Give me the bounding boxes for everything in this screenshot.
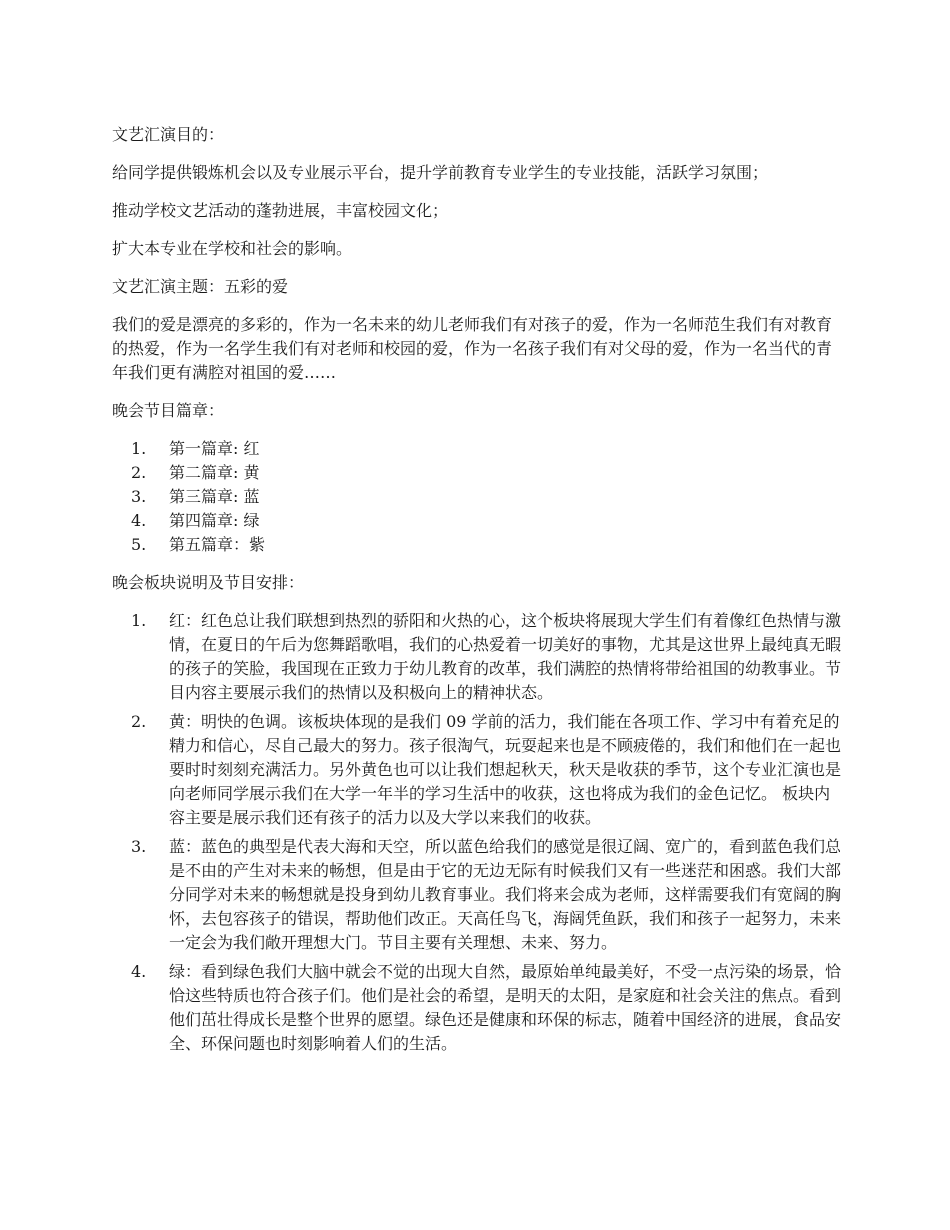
chapters-list (112, 437, 842, 557)
sections-heading: 晚会板块说明及节目安排： (112, 573, 305, 592)
chapter-text: 第四篇章: 绿 (169, 511, 260, 530)
chapter-text: 第二篇章: 黄 (169, 463, 260, 482)
section-text: 绿：看到绿色我们大脑中就会不觉的出现大自然，最原始单纯最美好，不受一点污染的场景，恰恰这些特质也符合孩子们。他们是社会的希望，是明天的太阳，是家庭和社会关注的焦点。看到他们茁壮得成长是整个世界的愿望。绿色还是健康和环保的标志，随着中国经济的进展，食品安全、环保问题也时刻影响着人们的生活。 (169, 962, 842, 1053)
theme-description: 我们的爱是漂亮的多彩的，作为一名未来的幼儿老师我们有对孩子的爱，作为一名师范生我们有对教育的热爱，作为一名学生我们有对老师和校园的爱，作为一名孩子我们有对父母的爱，作为一名当代的青年我们更有满腔对祖国的爱…… (112, 315, 833, 382)
chapter-item (112, 461, 842, 485)
chapter-text: 第五篇章：紫 (169, 535, 266, 554)
purpose-item: 给同学提供锻炼机会以及专业展示平台，提升学前教育专业学生的专业技能，活跃学习氛围； (112, 163, 769, 182)
chapter-item (112, 437, 842, 461)
list-number: 3. (131, 487, 147, 506)
document-page (112, 123, 842, 1070)
chapter-item (112, 533, 842, 557)
section-item (112, 710, 842, 830)
list-number: 3. (131, 837, 147, 856)
list-number: 4. (131, 962, 147, 981)
list-number: 2. (131, 712, 147, 731)
chapters-heading: 晚会节目篇章： (112, 401, 225, 420)
list-number: 4. (131, 511, 147, 530)
list-number: 5. (131, 535, 147, 554)
purpose-item: 扩大本专业在学校和社会的影响。 (112, 239, 353, 258)
list-number: 1. (131, 439, 147, 458)
chapter-item (112, 509, 842, 533)
chapter-text: 第三篇章: 蓝 (169, 487, 260, 506)
section-item (112, 835, 842, 955)
list-number: 2. (131, 463, 147, 482)
section-text: 红：红色总让我们联想到热烈的骄阳和火热的心，这个板块将展现大学生们有着像红色热情与激情，在夏日的午后为您舞蹈歌唱，我们的心热爱着一切美好的事物，尤其是这世界上最纯真无暇的孩子的笑脸，我国现在正致力于幼儿教育的改革，我们满腔的热情将带给祖国的幼教事业。节目内容主要展示我们的热情以及积极向上的精神状态。 (169, 611, 842, 702)
section-item (112, 960, 842, 1056)
section-item (112, 609, 842, 705)
theme-line: 文艺汇演主题：五彩的爱 (112, 277, 289, 296)
list-number: 1. (131, 611, 147, 630)
section-text: 蓝：蓝色的典型是代表大海和天空，所以蓝色给我们的感觉是很辽阔、宽广的，看到蓝色我们总是不由的产生对未来的畅想，但是由于它的无边无际有时候我们又有一些迷茫和困惑。我们大部分同学对未来的畅想就是投身到幼儿教育事业。我们将来会成为老师，这样需要我们有宽阔的胸怀，去包容孩子的错误，帮助他们改正。天高任鸟飞，海阔凭鱼跃，我们和孩子一起努力，未来一定会为我们敞开理想大门。节目主要有关理想、未来、努力。 (169, 837, 842, 952)
purpose-heading: 文艺汇演目的： (112, 125, 225, 144)
purpose-item: 推动学校文艺活动的蓬勃进展，丰富校园文化； (112, 201, 449, 220)
chapter-text: 第一篇章: 红 (169, 439, 260, 458)
section-text: 黄：明快的色调。该板块体现的是我们 09 学前的活力，我们能在各项工作、学习中有着充足的精力和信心，尽自己最大的努力。孩子很淘气，玩耍起来也是不顾疲倦的，我们和他们在一起也要时时刻刻充满活力。另外黄色也可以让我们想起秋天，秋天是收获的季节，这个专业汇演也是向老师同学展示我们在大学一年半的学习生活中的收获，这也将成为我们的金色记忆。 板块内容主要是展示我们还有孩子的活力以及大学以来我们的收获。 (169, 712, 842, 827)
sections-list (112, 609, 842, 1056)
chapter-item (112, 485, 842, 509)
